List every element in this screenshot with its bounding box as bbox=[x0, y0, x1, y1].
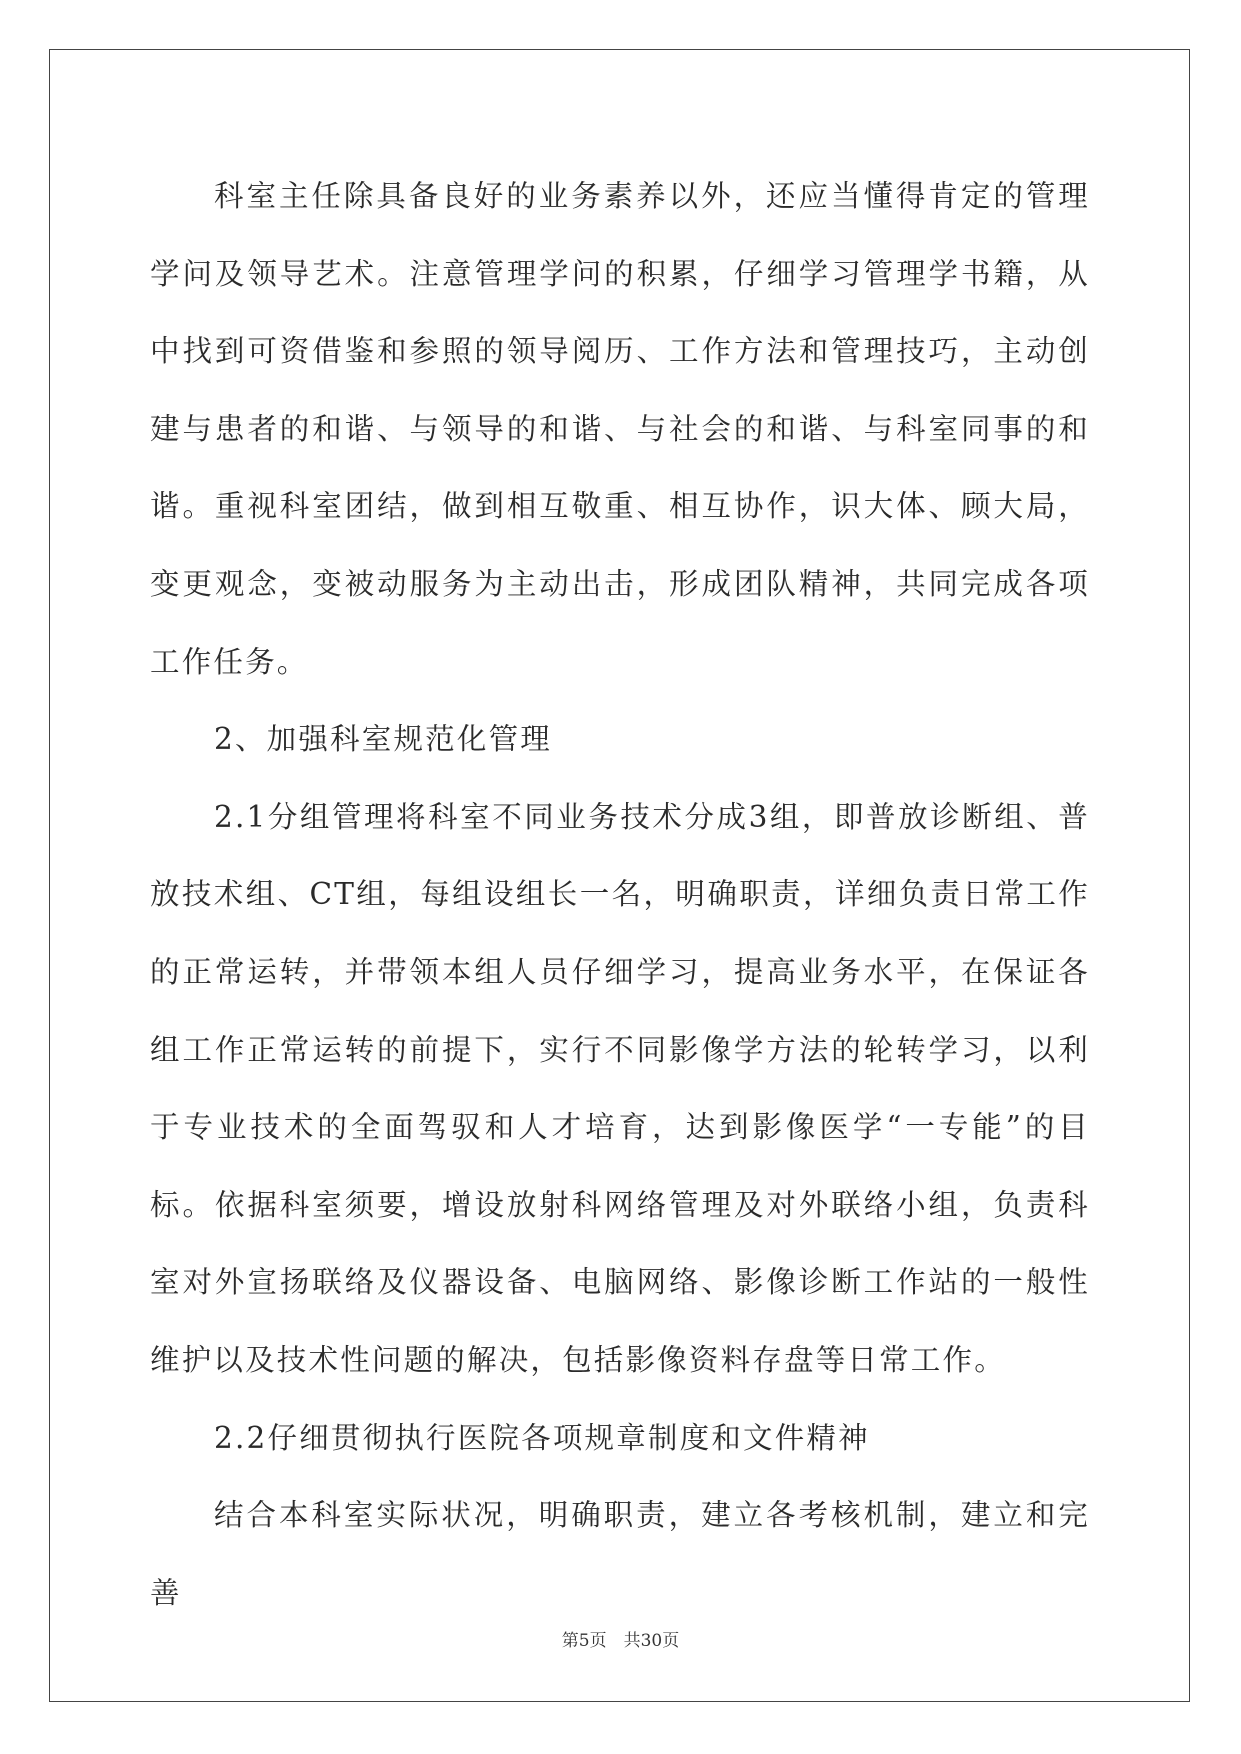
heading-regulations: 2.2仔细贯彻执行医院各项规章制度和文件精神 bbox=[214, 1420, 870, 1455]
heading-standardized-management: 2、加强科室规范化管理 bbox=[214, 722, 552, 757]
paragraph-group-management: 2.1分组管理将科室不同业务技术分成3组，即普放诊断组、普放技术组、CT组，每组设组长一名，明确职责，详细负责日常工作的正常运转，并带领本组人员仔细学习，提高业务水平，在保证各组工作正常运转的前提下，实行不同影像学方法的轮转学习，以利于专业技术的全面驾驭和人才培育，达到影像医学“一专能”的目标。依据科室须要，增设放射科网络管理及对外联络小组，负责科室对外宣扬联络及仪器设备、电脑网络、影像诊断工作站的一般性维护以及技术性问题的解决，包括影像资料存盘等日常工作。 bbox=[150, 799, 1090, 1377]
paragraph-management-skills: 科室主任除具备良好的业务素养以外，还应当懂得肯定的管理学问及领导艺术。注意管理学问的积累，仔细学习管理学书籍，从中找到可资借鉴和参照的领导阅历、工作方法和管理技巧，主动创建与患者的和谐、与领导的和谐、与社会的和谐、与科室同事的和谐。重视科室团结，做到相互敬重、相互协作，识大体、顾大局，变更观念，变被动服务为主动出击，形成团队精神，共同完成各项工作任务。 bbox=[150, 179, 1090, 679]
paragraph-responsibilities: 结合本科室实际状况，明确职责，建立各考核机制，建立和完善 bbox=[150, 1498, 1090, 1610]
document-body bbox=[150, 158, 1090, 1632]
page-number-footer: 第5页 共30页 bbox=[561, 1631, 680, 1651]
